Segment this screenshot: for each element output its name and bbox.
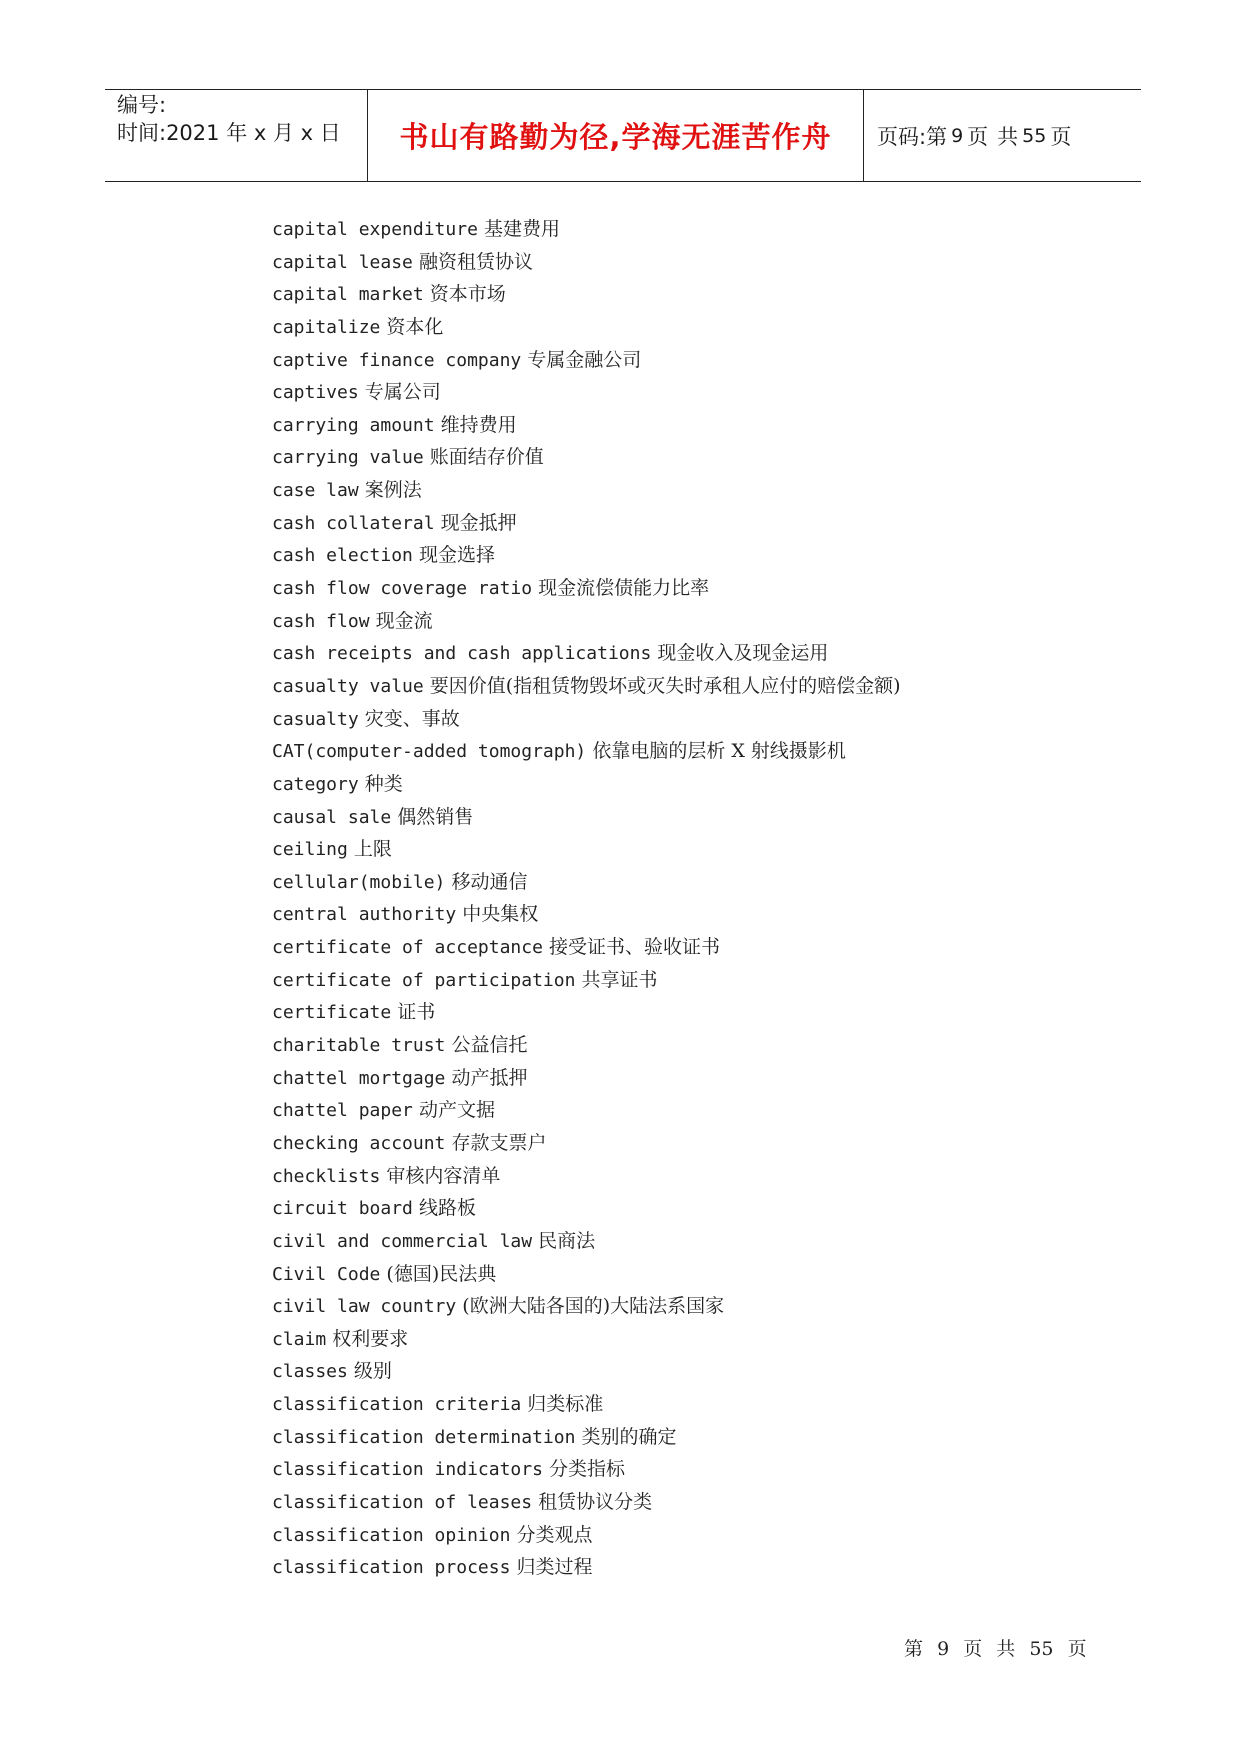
entry-chinese-translation: (欧洲大陆各国的)大陆法系国家	[462, 1295, 725, 1318]
entry-english-term: carrying value	[272, 447, 424, 469]
entry-chinese-translation: 动产抵押	[451, 1066, 528, 1089]
entry-chinese-translation: 归类标准	[527, 1393, 604, 1416]
entry-chinese-translation: 专属金融公司	[527, 348, 642, 371]
header-total-prefix: 共	[997, 124, 1019, 149]
entry-english-term: cash flow	[272, 610, 370, 632]
entry-chinese-translation: 存款支票户	[451, 1131, 547, 1154]
entry-english-term: classification opinion	[272, 1524, 511, 1546]
entry-english-term: claim	[272, 1328, 327, 1350]
footer-total-unit: 页	[1067, 1638, 1087, 1660]
glossary-entry	[272, 409, 901, 442]
glossary-entry	[272, 833, 901, 866]
entry-chinese-translation: 账面结存价值	[429, 446, 544, 469]
glossary-entry	[272, 507, 901, 540]
glossary-entry	[272, 1551, 901, 1584]
glossary-entry	[272, 1225, 901, 1258]
entry-english-term: civil law country	[272, 1296, 457, 1318]
page-header	[105, 89, 1141, 182]
entry-english-term: cash election	[272, 545, 413, 567]
glossary-entry	[272, 278, 901, 311]
entry-english-term: certificate of participation	[272, 969, 576, 991]
entry-english-term: casualty value	[272, 675, 424, 697]
glossary-entry	[272, 768, 901, 801]
entry-chinese-translation: 类别的确定	[581, 1425, 677, 1448]
entry-english-term: certificate	[272, 1002, 392, 1024]
entry-chinese-translation: 租赁协议分类	[538, 1490, 653, 1513]
glossary-entry	[272, 1029, 901, 1062]
glossary-entry	[272, 1323, 901, 1356]
entry-chinese-translation: 审核内容清单	[386, 1164, 501, 1187]
entry-english-term: case law	[272, 480, 359, 502]
entry-chinese-translation: 资本市场	[429, 283, 506, 306]
entry-english-term: capitalize	[272, 316, 381, 338]
entry-english-term: checking account	[272, 1132, 446, 1154]
entry-english-term: charitable trust	[272, 1035, 446, 1057]
entry-chinese-translation: 证书	[397, 1001, 436, 1024]
glossary-list	[272, 213, 901, 1584]
glossary-entry	[272, 1062, 901, 1095]
entry-english-term: classification indicators	[272, 1459, 543, 1481]
header-meta-cell	[105, 90, 368, 181]
glossary-entry	[272, 1258, 901, 1291]
glossary-entry	[272, 1127, 901, 1160]
entry-chinese-translation: 分类指标	[548, 1458, 625, 1481]
glossary-entry	[272, 213, 901, 246]
entry-chinese-translation: 基建费用	[483, 218, 560, 240]
page-footer	[904, 1634, 1095, 1661]
entry-chinese-translation: 中央集权	[462, 903, 539, 926]
header-page-total: 55	[1022, 124, 1047, 147]
entry-english-term: cash receipts and cash applications	[272, 643, 652, 665]
entry-english-term: captives	[272, 382, 359, 404]
glossary-entry	[272, 539, 901, 572]
glossary-entry	[272, 572, 901, 605]
glossary-entry	[272, 866, 901, 899]
glossary-entry	[272, 996, 901, 1029]
footer-current-page: 9	[937, 1638, 950, 1660]
entry-chinese-translation: 案例法	[364, 479, 422, 502]
header-page-unit: 页	[967, 124, 989, 149]
glossary-entry	[272, 441, 901, 474]
document-code-label: 编号:	[117, 93, 167, 117]
glossary-entry	[272, 1192, 901, 1225]
header-motto: 书山有路勤为径,学海无涯苦作舟	[368, 90, 864, 181]
glossary-entry	[272, 898, 901, 931]
document-time-label: 时间:2021 年 x 月 x 日	[117, 121, 341, 145]
entry-chinese-translation: 级别	[353, 1360, 392, 1383]
header-page-indicator	[864, 90, 1141, 181]
entry-chinese-translation: 偶然销售	[397, 805, 474, 828]
entry-chinese-translation: 民商法	[538, 1229, 596, 1252]
glossary-entry	[272, 1160, 901, 1193]
entry-english-term: CAT(computer-added tomograph)	[272, 741, 587, 763]
glossary-entry	[272, 1421, 901, 1454]
entry-english-term: casualty	[272, 708, 359, 730]
entry-chinese-translation: 现金流	[375, 609, 433, 632]
glossary-entry	[272, 703, 901, 736]
entry-chinese-translation: 共享证书	[581, 968, 658, 991]
entry-english-term: classification criteria	[272, 1394, 522, 1416]
entry-chinese-translation: 公益信托	[451, 1034, 528, 1057]
glossary-entry	[272, 605, 901, 638]
entry-chinese-translation: 现金抵押	[440, 511, 517, 534]
entry-chinese-translation: 要因价值(指租赁物毁坏或灭失时承租人应付的赔偿金额)	[429, 674, 901, 697]
glossary-entry	[272, 1355, 901, 1388]
entry-chinese-translation: 分类观点	[516, 1523, 593, 1546]
header-page-current: 9	[951, 124, 964, 147]
entry-chinese-translation: 接受证书、验收证书	[548, 936, 720, 959]
glossary-entry	[272, 931, 901, 964]
glossary-entry	[272, 376, 901, 409]
glossary-entry	[272, 801, 901, 834]
entry-english-term: capital lease	[272, 251, 413, 273]
entry-english-term: cash collateral	[272, 512, 435, 534]
entry-chinese-translation: 专属公司	[364, 381, 441, 404]
entry-english-term: Civil Code	[272, 1263, 381, 1285]
footer-total-prefix: 共	[996, 1638, 1016, 1660]
glossary-entry	[272, 670, 901, 703]
entry-chinese-translation: (德国)民法典	[386, 1262, 497, 1285]
entry-english-term: captive finance company	[272, 349, 522, 371]
glossary-entry	[272, 474, 901, 507]
glossary-entry	[272, 311, 901, 344]
glossary-entry	[272, 1453, 901, 1486]
glossary-entry	[272, 246, 901, 279]
entry-chinese-translation: 移动通信	[451, 870, 528, 893]
entry-english-term: classification determination	[272, 1426, 576, 1448]
entry-chinese-translation: 权利要求	[332, 1327, 409, 1350]
glossary-entry	[272, 637, 901, 670]
entry-english-term: classification process	[272, 1557, 511, 1579]
entry-chinese-translation: 动产文据	[418, 1099, 495, 1122]
header-total-unit: 页	[1050, 124, 1072, 149]
entry-chinese-translation: 现金收入及现金运用	[657, 642, 829, 665]
glossary-entry	[272, 344, 901, 377]
entry-chinese-translation: 现金流偿债能力比率	[538, 577, 710, 600]
entry-english-term: causal sale	[272, 806, 392, 828]
entry-english-term: capital market	[272, 284, 424, 306]
entry-english-term: chattel mortgage	[272, 1067, 446, 1089]
entry-english-term: chattel paper	[272, 1100, 413, 1122]
header-page-prefix: 页码:第	[877, 124, 948, 149]
entry-english-term: checklists	[272, 1165, 381, 1187]
glossary-entry	[272, 735, 901, 768]
entry-english-term: cellular(mobile)	[272, 871, 446, 893]
footer-unit: 页	[963, 1638, 983, 1660]
entry-chinese-translation: 种类	[364, 772, 403, 795]
entry-chinese-translation: 灾变、事故	[364, 707, 460, 730]
glossary-entry	[272, 1519, 901, 1552]
entry-chinese-translation: 线路板	[418, 1197, 476, 1220]
entry-chinese-translation: 维持费用	[440, 413, 517, 436]
entry-chinese-translation: 现金选择	[418, 544, 495, 567]
entry-english-term: circuit board	[272, 1198, 413, 1220]
entry-english-term: classification of leases	[272, 1491, 533, 1513]
entry-chinese-translation: 上限	[353, 838, 392, 861]
entry-chinese-translation: 资本化	[386, 315, 444, 338]
entry-english-term: carrying amount	[272, 414, 435, 436]
entry-english-term: central authority	[272, 904, 457, 926]
entry-english-term: ceiling	[272, 839, 348, 861]
glossary-entry	[272, 1486, 901, 1519]
entry-english-term: category	[272, 773, 359, 795]
footer-total-pages: 55	[1029, 1638, 1054, 1660]
entry-english-term: civil and commercial law	[272, 1230, 533, 1252]
entry-english-term: capital expenditure	[272, 219, 478, 240]
entry-english-term: cash flow coverage ratio	[272, 578, 533, 600]
glossary-entry	[272, 1290, 901, 1323]
entry-chinese-translation: 归类过程	[516, 1556, 593, 1579]
glossary-entry	[272, 1388, 901, 1421]
entry-chinese-translation: 依靠电脑的层析 X 射线摄影机	[592, 740, 846, 763]
entry-english-term: certificate of acceptance	[272, 937, 543, 959]
entry-english-term: classes	[272, 1361, 348, 1383]
footer-prefix: 第	[904, 1638, 924, 1660]
entry-chinese-translation: 融资租赁协议	[418, 250, 533, 273]
glossary-entry	[272, 1094, 901, 1127]
glossary-entry	[272, 964, 901, 997]
